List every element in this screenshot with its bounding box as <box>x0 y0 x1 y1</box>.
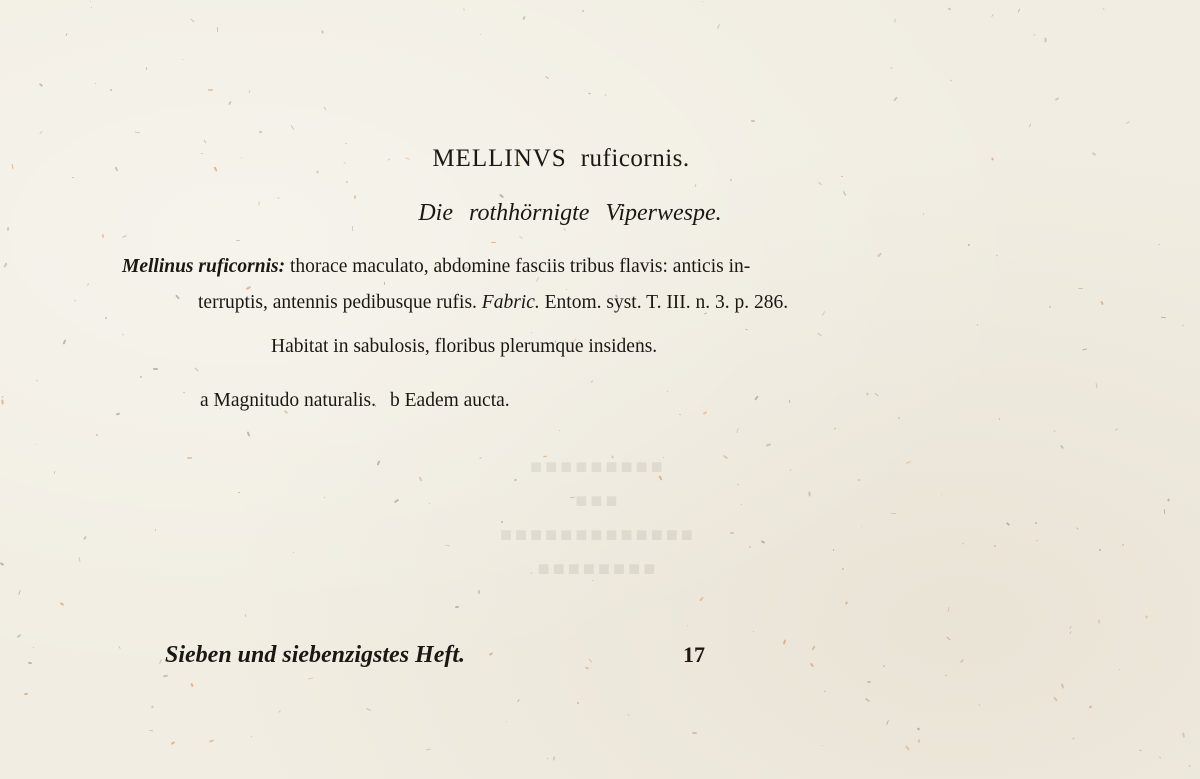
habitat-text: Habitat in sabulosis, floribus plerumque insidens. <box>271 336 658 357</box>
paper-fleck <box>247 431 251 436</box>
paper-fleck <box>1089 705 1093 709</box>
paper-fleck <box>891 513 896 514</box>
paper-fleck <box>1126 121 1130 124</box>
paper-fleck <box>695 184 697 187</box>
figure-a-caption: a Magnitudo naturalis. <box>200 390 377 411</box>
paper-fleck <box>553 756 555 760</box>
paper-fleck <box>153 368 158 370</box>
paper-fleck <box>699 596 704 601</box>
paper-fleck <box>54 471 56 474</box>
paper-fleck <box>1029 123 1032 127</box>
paper-fleck <box>999 418 1000 420</box>
paper-fleck <box>183 392 185 394</box>
paper-fleck <box>702 1 703 2</box>
description-line-2-start: terruptis, antennis pedibusque rufis. <box>198 292 477 313</box>
paper-fleck <box>968 244 971 247</box>
paper-fleck <box>886 720 889 725</box>
paper-fleck <box>489 652 493 656</box>
paper-fleck <box>1161 317 1166 319</box>
paper-fleck <box>291 125 294 130</box>
paper-fleck <box>1049 306 1052 309</box>
paper-fleck <box>1102 8 1104 10</box>
paper-fleck <box>228 101 232 105</box>
paper-fleck <box>277 197 279 199</box>
paper-fleck <box>843 191 846 196</box>
paper-fleck <box>463 8 464 10</box>
signature-number: 17 <box>683 642 705 667</box>
paper-fleck <box>845 601 848 605</box>
paper-fleck <box>394 499 399 503</box>
issue-footer: Sieben und siebenzigstes Heft. <box>165 642 466 668</box>
paper-fleck <box>110 89 112 91</box>
paper-fleck <box>817 333 822 337</box>
description-line-2 <box>122 285 1012 321</box>
paper-fleck <box>1139 750 1142 752</box>
paper-fleck <box>751 120 755 122</box>
paper-fleck <box>1069 631 1071 634</box>
paper-fleck <box>236 240 240 241</box>
paper-fleck <box>87 283 89 285</box>
paper-fleck <box>122 333 124 335</box>
paper-fleck <box>627 714 629 716</box>
paper-fleck <box>833 549 834 551</box>
paper-fleck <box>1053 430 1055 431</box>
paper-fleck <box>894 18 895 22</box>
paper-fleck <box>24 693 28 695</box>
paper-fleck <box>28 662 32 665</box>
species-title <box>0 145 1122 173</box>
paper-fleck <box>116 413 120 416</box>
paper-fleck <box>703 411 707 415</box>
paper-fleck <box>531 332 532 333</box>
paper-fleck <box>324 497 325 498</box>
paper-fleck <box>293 552 294 553</box>
paper-fleck <box>418 476 422 481</box>
paper-fleck <box>861 526 862 527</box>
paper-fleck <box>78 557 80 562</box>
paper-fleck <box>135 132 140 134</box>
paper-fleck <box>692 732 697 734</box>
paper-fleck <box>1076 527 1079 530</box>
paper-fleck <box>259 131 262 134</box>
paper-fleck <box>1018 9 1021 13</box>
paper-fleck <box>74 299 76 301</box>
paper-fleck <box>3 262 7 267</box>
paper-fleck <box>736 428 739 433</box>
paper-fleck <box>217 27 218 32</box>
paper-fleck <box>506 721 507 722</box>
paper-fleck <box>745 329 748 331</box>
paper-fleck <box>898 417 901 420</box>
paper-fleck <box>194 367 198 371</box>
paper-fleck <box>251 736 252 737</box>
paper-fleck <box>1167 498 1170 502</box>
paper-fleck <box>978 704 980 706</box>
paper-fleck <box>63 339 67 344</box>
paper-fleck <box>149 730 153 732</box>
figure-legend <box>200 390 510 412</box>
paper-fleck <box>1061 683 1064 688</box>
paper-fleck <box>1006 522 1010 526</box>
paper-fleck <box>941 494 942 495</box>
paper-fleck <box>209 739 214 742</box>
paper-fleck <box>208 89 213 91</box>
paper-fleck <box>1115 428 1118 430</box>
paper-fleck <box>118 646 121 649</box>
paper-fleck <box>354 195 357 199</box>
paper-fleck <box>789 469 791 470</box>
paper-fleck <box>105 317 108 320</box>
paper-fleck <box>582 10 585 13</box>
paper-fleck <box>1122 544 1125 547</box>
paper-fleck <box>190 18 194 22</box>
paper-fleck <box>60 602 64 606</box>
paper-fleck <box>1 396 3 398</box>
paper-fleck <box>39 131 43 135</box>
paper-fleck <box>146 67 147 70</box>
paper-fleck <box>455 606 459 608</box>
paper-fleck <box>96 434 98 436</box>
paper-fleck <box>90 1 91 2</box>
paper-fleck <box>204 140 207 144</box>
paper-fleck <box>83 536 87 540</box>
paper-fleck <box>563 228 566 231</box>
paper-fleck <box>1060 445 1064 449</box>
paper-fleck <box>65 33 67 36</box>
paper-fleck <box>155 529 156 531</box>
paper-fleck <box>33 647 34 648</box>
paper-fleck <box>811 645 815 650</box>
reference-citation: Entom. syst. T. III. n. 3. p. 286. <box>544 292 789 313</box>
paper-fleck <box>1182 324 1184 326</box>
species-description <box>122 249 1012 321</box>
paper-fleck <box>163 675 168 678</box>
paper-fleck <box>1099 549 1102 552</box>
paper-fleck <box>808 491 810 496</box>
paper-fleck <box>248 90 250 93</box>
paper-fleck <box>753 631 754 632</box>
paper-fleck <box>1119 669 1120 670</box>
figure-b-caption: b Eadem aucta. <box>390 390 510 411</box>
binomial-name: Mellinus ruficornis: <box>122 256 286 277</box>
paper-fleck <box>278 710 281 713</box>
paper-fleck <box>17 634 21 638</box>
paper-fleck <box>519 236 523 239</box>
paper-fleck <box>1053 696 1058 701</box>
paper-fleck <box>1036 540 1038 542</box>
paper-fleck <box>858 479 861 482</box>
paper-fleck <box>140 376 142 378</box>
species-name: ruficornis. <box>580 145 690 172</box>
paper-fleck <box>35 444 36 445</box>
paper-fleck <box>866 392 869 396</box>
paper-fleck <box>947 607 949 612</box>
paper-fleck <box>1078 288 1083 289</box>
paper-fleck <box>905 745 910 750</box>
paper-fleck <box>946 636 950 640</box>
paper-fleck <box>1159 757 1161 759</box>
paper-fleck <box>522 16 526 20</box>
paper-fleck <box>960 659 964 663</box>
paper-fleck <box>1045 38 1047 43</box>
paper-fleck <box>588 658 592 662</box>
paper-fleck <box>1145 615 1148 618</box>
paper-fleck <box>1033 34 1035 36</box>
description-line-1: thorace maculato, abdomine fasciis tribus flavis: anticis in- <box>289 256 751 277</box>
paper-fleck <box>171 741 175 745</box>
paper-fleck <box>717 24 720 29</box>
paper-fleck <box>122 235 127 238</box>
paper-fleck <box>102 234 105 238</box>
paper-fleck <box>591 380 593 382</box>
paper-fleck <box>962 542 964 544</box>
paper-fleck <box>841 176 843 177</box>
paper-fleck <box>308 677 313 679</box>
paper-fleck <box>818 182 822 185</box>
paper-fleck <box>588 93 591 95</box>
paper-fleck <box>754 395 758 400</box>
paper-fleck <box>991 14 994 17</box>
paper-fleck <box>39 83 43 87</box>
paper-fleck <box>585 666 589 669</box>
paper-fleck <box>36 379 38 381</box>
paper-fleck <box>1035 522 1038 525</box>
paper-fleck <box>159 659 162 664</box>
paper-fleck <box>842 568 845 571</box>
paper-fleck <box>948 7 952 10</box>
paper-fleck <box>1069 626 1072 629</box>
paper-fleck <box>824 690 826 692</box>
paper-fleck <box>1072 737 1075 739</box>
paper-fleck <box>366 708 371 711</box>
paper-fleck <box>783 639 787 644</box>
paper-fleck <box>789 400 790 403</box>
paper-fleck <box>547 758 548 759</box>
paper-fleck <box>976 324 978 326</box>
genus-name: MELLINVS <box>432 145 567 172</box>
paper-fleck <box>865 698 870 702</box>
paper-fleck <box>0 562 4 566</box>
paper-fleck <box>893 96 898 101</box>
paper-fleck <box>906 461 911 464</box>
paper-fleck <box>187 457 192 459</box>
bleed-through-stamp: ■■■■■■■■■ ■■■ ■■■■■■■■■■■■■ ■■■■■■■■ <box>496 456 694 580</box>
paper-fleck <box>321 30 324 33</box>
paper-fleck <box>323 107 326 111</box>
paper-fleck <box>499 194 504 199</box>
paper-fleck <box>917 727 921 730</box>
paper-fleck <box>761 540 765 544</box>
paper-fleck <box>874 392 878 396</box>
paper-fleck <box>1098 619 1099 623</box>
paper-fleck <box>883 665 885 667</box>
paper-fleck <box>1055 97 1059 101</box>
paper-fleck <box>1095 383 1097 388</box>
paper-fleck <box>151 705 154 709</box>
paper-fleck <box>679 414 681 416</box>
paper-fleck <box>766 443 771 446</box>
paper-fleck <box>377 460 381 465</box>
paper-fleck <box>1164 509 1165 514</box>
paper-fleck <box>478 590 480 594</box>
paper-fleck <box>346 181 348 183</box>
reference-author: Fabric. <box>481 292 540 313</box>
paper-fleck <box>945 675 947 677</box>
paper-fleck <box>18 590 21 595</box>
paper-fleck <box>604 94 606 96</box>
paper-fleck <box>480 34 481 35</box>
paper-fleck <box>950 80 952 82</box>
paper-fleck <box>577 702 580 705</box>
paper-fleck <box>190 683 194 687</box>
paper-fleck <box>1158 244 1160 245</box>
paper-fleck <box>95 83 96 84</box>
paper-fleck <box>238 492 240 493</box>
paper-fleck <box>890 67 892 69</box>
paper-fleck <box>1100 301 1104 305</box>
paper-fleck <box>1082 348 1087 350</box>
paper-fleck <box>822 745 823 746</box>
paper-fleck <box>810 663 814 667</box>
paper-fleck <box>245 614 247 617</box>
paper-fleck <box>867 681 871 683</box>
paper-fleck <box>1 399 3 404</box>
paper-fleck <box>1182 732 1185 737</box>
paper-fleck <box>667 391 668 392</box>
paper-fleck <box>491 242 496 243</box>
paper-fleck <box>917 739 920 743</box>
paper-fleck <box>72 177 74 178</box>
common-name: Die rothhörnigte Viperwespe. <box>418 200 722 226</box>
paper-fleck <box>834 428 836 430</box>
paper-fleck <box>545 76 549 79</box>
paper-fleck <box>517 699 520 702</box>
paper-fleck <box>1188 765 1190 766</box>
paper-fleck <box>559 430 560 431</box>
paper-fleck <box>994 545 996 547</box>
paper-fleck <box>7 227 10 231</box>
paper-fleck <box>687 625 688 626</box>
paper-fleck <box>730 179 732 181</box>
paper-fleck <box>426 748 431 750</box>
paper-fleck <box>182 59 183 60</box>
paper-fleck <box>91 7 92 8</box>
